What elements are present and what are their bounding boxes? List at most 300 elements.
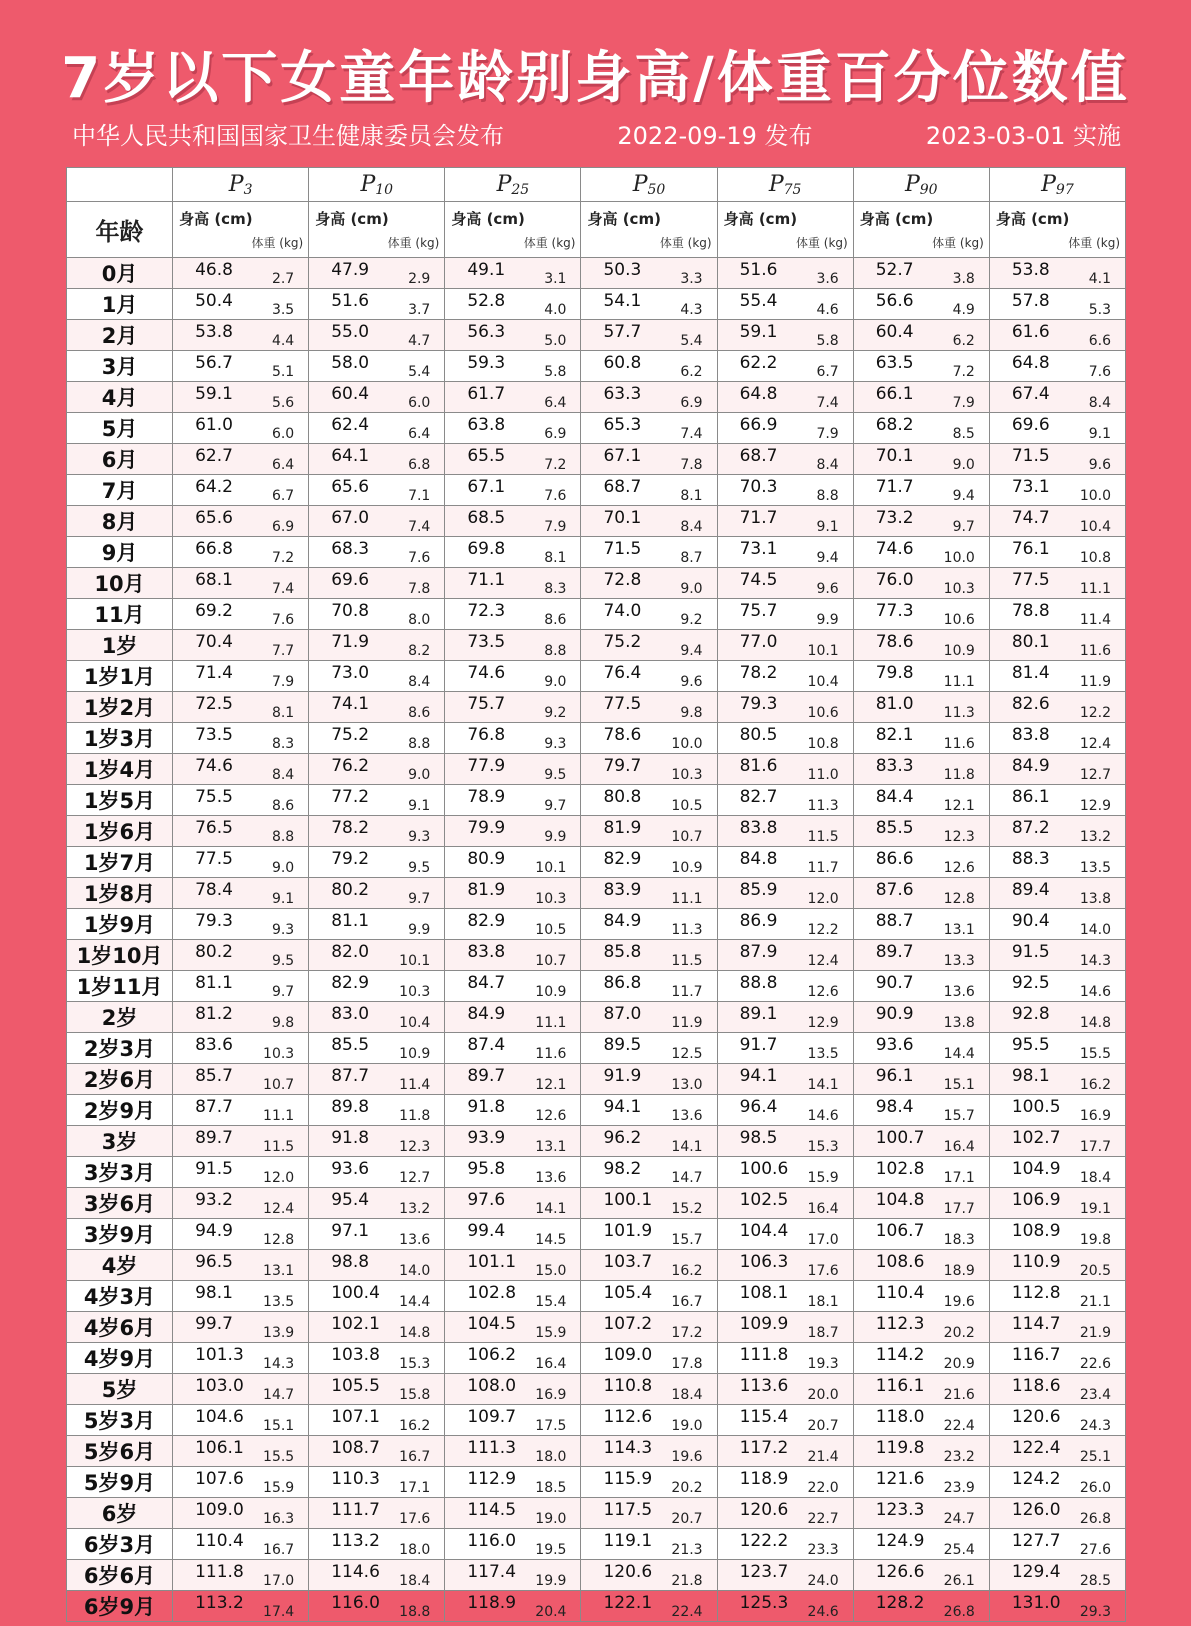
height-value: 117.4 <box>467 1562 517 1582</box>
height-value: 89.8 <box>331 1097 370 1117</box>
value-cell <box>309 785 445 816</box>
weight-value: 20.4 <box>535 1604 567 1620</box>
height-value: 131.0 <box>1011 1593 1061 1613</box>
value-cell <box>581 785 717 816</box>
table-row <box>67 1312 1126 1343</box>
height-value: 83.6 <box>195 1035 233 1055</box>
height-value: 91.7 <box>739 1035 778 1055</box>
age-column-header: 年龄 <box>67 202 173 258</box>
value-cell <box>989 537 1125 568</box>
weight-value: 6.7 <box>271 488 295 504</box>
height-value: 116.1 <box>875 1376 925 1396</box>
value-cell <box>853 289 989 320</box>
weight-value: 10.3 <box>399 984 431 1000</box>
height-value: 47.9 <box>331 260 370 280</box>
value-cell <box>853 1033 989 1064</box>
value-cell <box>717 289 853 320</box>
value-cell <box>581 1064 717 1095</box>
value-cell <box>173 878 309 909</box>
height-value: 87.7 <box>331 1066 370 1086</box>
value-cell <box>853 444 989 475</box>
value-cell <box>445 1219 581 1250</box>
percentile-number: 90 <box>919 181 938 198</box>
height-value: 75.2 <box>331 725 370 745</box>
weight-value: 7.1 <box>408 488 431 504</box>
value-cell <box>581 1095 717 1126</box>
value-cell <box>309 1033 445 1064</box>
weight-value: 7.6 <box>544 488 567 504</box>
weight-value: 8.3 <box>544 581 567 597</box>
value-cell <box>173 1343 309 1374</box>
weight-value: 12.8 <box>263 1232 295 1248</box>
value-cell <box>717 1095 853 1126</box>
value-cell <box>173 289 309 320</box>
height-value: 60.4 <box>875 322 914 342</box>
weight-value: 6.6 <box>1088 333 1111 349</box>
weight-value: 12.6 <box>535 1108 567 1124</box>
height-value: 106.2 <box>467 1345 517 1365</box>
weight-value: 28.5 <box>1079 1573 1111 1589</box>
height-value: 118.9 <box>467 1593 517 1613</box>
height-value: 61.6 <box>1011 322 1050 342</box>
table-row <box>67 1436 1126 1467</box>
height-value: 97.6 <box>467 1190 506 1210</box>
value-cell <box>173 1157 309 1188</box>
height-value: 104.6 <box>195 1407 244 1427</box>
value-cell <box>445 599 581 630</box>
value-cell <box>853 382 989 413</box>
value-cell <box>989 1095 1125 1126</box>
weight-value: 23.2 <box>943 1449 975 1465</box>
weight-value: 19.6 <box>943 1294 975 1310</box>
value-cell <box>717 1281 853 1312</box>
height-value: 70.1 <box>603 508 642 528</box>
value-cell <box>989 1498 1125 1529</box>
height-value: 75.7 <box>739 601 778 621</box>
weight-value: 15.9 <box>807 1170 839 1186</box>
height-value: 93.2 <box>195 1190 233 1210</box>
value-cell <box>717 878 853 909</box>
weight-value: 4.4 <box>271 333 295 349</box>
age-cell: 1岁2月 <box>67 692 173 723</box>
value-cell <box>853 568 989 599</box>
weight-unit-label: 体重 (kg) <box>659 236 712 250</box>
value-cell <box>309 320 445 351</box>
weight-value: 18.0 <box>399 1542 431 1558</box>
table-row <box>67 847 1126 878</box>
value-cell <box>581 1250 717 1281</box>
value-cell <box>309 661 445 692</box>
value-cell <box>309 1064 445 1095</box>
table-row <box>67 320 1126 351</box>
weight-value: 10.9 <box>535 984 567 1000</box>
height-value: 77.2 <box>331 787 370 807</box>
value-cell <box>989 1436 1125 1467</box>
height-value: 102.8 <box>467 1283 517 1303</box>
value-cell <box>853 754 989 785</box>
weight-value: 10.4 <box>1079 519 1111 535</box>
table-row <box>67 258 1126 289</box>
table-row <box>67 444 1126 475</box>
height-value: 80.1 <box>1011 632 1050 652</box>
height-value: 104.9 <box>1011 1159 1061 1179</box>
weight-value: 15.1 <box>263 1418 295 1434</box>
height-value: 117.5 <box>603 1500 653 1520</box>
height-value: 127.7 <box>1011 1531 1061 1551</box>
weight-value: 5.1 <box>271 364 295 380</box>
value-cell <box>853 1560 989 1591</box>
value-cell <box>445 661 581 692</box>
weight-value: 16.7 <box>399 1449 431 1465</box>
height-value: 68.1 <box>195 570 233 590</box>
value-cell <box>989 475 1125 506</box>
weight-value: 12.7 <box>399 1170 431 1186</box>
percentile-header-p90 <box>853 168 989 202</box>
value-cell <box>853 816 989 847</box>
value-cell <box>581 630 717 661</box>
value-cell <box>853 351 989 382</box>
age-cell: 2岁 <box>67 1002 173 1033</box>
value-cell <box>309 1002 445 1033</box>
value-cell <box>173 475 309 506</box>
weight-value: 16.2 <box>671 1263 703 1279</box>
value-cell <box>445 1467 581 1498</box>
age-cell: 1岁7月 <box>67 847 173 878</box>
weight-unit-label: 体重 (kg) <box>387 236 440 250</box>
weight-value: 9.8 <box>680 705 703 721</box>
value-cell <box>581 971 717 1002</box>
weight-value: 10.9 <box>943 643 975 659</box>
unit-header-cell <box>717 202 853 258</box>
height-unit-label: 身高 (cm) <box>995 210 1070 228</box>
height-unit-label: 身高 (cm) <box>859 210 934 228</box>
value-cell <box>853 1312 989 1343</box>
weight-value: 10.1 <box>807 643 839 659</box>
value-cell <box>173 971 309 1002</box>
weight-value: 8.4 <box>1088 395 1111 411</box>
height-value: 93.6 <box>875 1035 914 1055</box>
value-cell <box>717 1436 853 1467</box>
percentile-letter: P <box>904 171 920 197</box>
value-cell <box>309 1436 445 1467</box>
weight-value: 18.9 <box>943 1263 975 1279</box>
percentile-number: 75 <box>783 181 802 198</box>
weight-value: 3.6 <box>816 271 839 287</box>
weight-value: 26.8 <box>1079 1511 1111 1527</box>
height-value: 68.2 <box>875 415 914 435</box>
height-value: 50.3 <box>603 260 642 280</box>
height-value: 57.7 <box>603 322 642 342</box>
height-value: 92.8 <box>1011 1004 1050 1024</box>
height-value: 95.4 <box>331 1190 370 1210</box>
weight-value: 16.7 <box>671 1294 703 1310</box>
weight-value: 13.5 <box>263 1294 295 1310</box>
weight-value: 20.0 <box>807 1387 839 1403</box>
age-cell: 3岁6月 <box>67 1188 173 1219</box>
age-cell: 5岁6月 <box>67 1436 173 1467</box>
value-cell <box>989 599 1125 630</box>
height-value: 64.1 <box>331 446 370 466</box>
height-value: 90.4 <box>1011 911 1050 931</box>
weight-value: 8.4 <box>271 767 295 783</box>
value-cell <box>989 692 1125 723</box>
value-cell <box>717 537 853 568</box>
weight-value: 24.6 <box>807 1604 839 1620</box>
height-value: 71.1 <box>467 570 506 590</box>
age-cell: 0月 <box>67 258 173 289</box>
value-cell <box>309 630 445 661</box>
weight-value: 9.7 <box>544 798 567 814</box>
height-value: 56.3 <box>467 322 506 342</box>
value-cell <box>581 289 717 320</box>
weight-value: 12.9 <box>807 1015 839 1031</box>
table-row <box>67 971 1126 1002</box>
weight-value: 11.9 <box>1079 674 1111 690</box>
weight-value: 15.5 <box>263 1449 295 1465</box>
value-cell <box>581 1529 717 1560</box>
percentile-letter: P <box>632 171 648 197</box>
weight-value: 7.9 <box>544 519 567 535</box>
height-value: 53.8 <box>195 322 233 342</box>
weight-value: 13.1 <box>535 1139 567 1155</box>
value-cell <box>309 382 445 413</box>
height-value: 66.1 <box>875 384 914 404</box>
height-value: 124.9 <box>875 1531 925 1551</box>
value-cell <box>173 940 309 971</box>
height-value: 60.4 <box>331 384 370 404</box>
height-value: 62.2 <box>739 353 778 373</box>
height-value: 63.5 <box>875 353 914 373</box>
weight-value: 11.4 <box>399 1077 431 1093</box>
value-cell <box>173 1126 309 1157</box>
weight-value: 26.0 <box>1079 1480 1111 1496</box>
value-cell <box>309 1560 445 1591</box>
height-value: 72.8 <box>603 570 642 590</box>
age-cell: 3月 <box>67 351 173 382</box>
height-value: 103.0 <box>195 1376 244 1396</box>
value-cell <box>717 971 853 1002</box>
weight-value: 12.4 <box>1079 736 1111 752</box>
percentile-number: 25 <box>511 181 530 198</box>
height-value: 116.7 <box>1011 1345 1061 1365</box>
height-value: 64.2 <box>195 477 233 497</box>
value-cell <box>445 320 581 351</box>
weight-value: 11.8 <box>399 1108 431 1124</box>
height-value: 86.6 <box>875 849 914 869</box>
weight-value: 7.2 <box>271 550 295 566</box>
weight-value: 11.8 <box>943 767 975 783</box>
table-row <box>67 1405 1126 1436</box>
value-cell <box>989 1529 1125 1560</box>
height-value: 108.6 <box>875 1252 925 1272</box>
weight-value: 8.8 <box>544 643 567 659</box>
age-cell: 7月 <box>67 475 173 506</box>
value-cell <box>173 723 309 754</box>
value-cell <box>989 444 1125 475</box>
value-cell <box>309 1374 445 1405</box>
weight-value: 14.0 <box>1079 922 1111 938</box>
weight-value: 16.4 <box>943 1139 975 1155</box>
value-cell <box>989 909 1125 940</box>
weight-value: 9.0 <box>544 674 567 690</box>
table-row <box>67 816 1126 847</box>
percentile-letter: P <box>228 171 244 197</box>
height-value: 74.6 <box>195 756 233 776</box>
weight-value: 15.7 <box>943 1108 975 1124</box>
value-cell <box>445 382 581 413</box>
value-cell <box>173 1064 309 1095</box>
value-cell <box>581 320 717 351</box>
age-cell: 4岁 <box>67 1250 173 1281</box>
weight-value: 8.0 <box>408 612 431 628</box>
value-cell <box>445 1281 581 1312</box>
percentile-header-p10 <box>309 168 445 202</box>
value-cell <box>581 816 717 847</box>
weight-value: 7.7 <box>271 643 295 659</box>
value-cell <box>853 320 989 351</box>
height-value: 50.4 <box>195 291 233 311</box>
weight-value: 24.3 <box>1079 1418 1111 1434</box>
value-cell <box>717 1157 853 1188</box>
weight-value: 13.8 <box>943 1015 975 1031</box>
weight-value: 21.9 <box>1079 1325 1111 1341</box>
height-value: 75.5 <box>195 787 233 807</box>
unit-header-cell <box>173 202 309 258</box>
age-cell: 1岁3月 <box>67 723 173 754</box>
height-value: 123.3 <box>875 1500 925 1520</box>
height-value: 81.9 <box>467 880 506 900</box>
weight-value: 10.3 <box>535 891 567 907</box>
height-value: 82.1 <box>875 725 914 745</box>
weight-value: 12.6 <box>943 860 975 876</box>
table-row <box>67 692 1126 723</box>
height-value: 98.1 <box>1011 1066 1050 1086</box>
height-value: 98.8 <box>331 1252 370 1272</box>
height-value: 105.4 <box>603 1283 653 1303</box>
table-row <box>67 568 1126 599</box>
weight-value: 8.6 <box>271 798 295 814</box>
height-value: 102.5 <box>739 1190 789 1210</box>
height-value: 59.3 <box>467 353 506 373</box>
height-value: 68.5 <box>467 508 506 528</box>
weight-value: 11.4 <box>1079 612 1111 628</box>
height-value: 51.6 <box>739 260 778 280</box>
height-value: 78.2 <box>331 818 370 838</box>
value-cell <box>717 1064 853 1095</box>
weight-value: 14.4 <box>943 1046 975 1062</box>
height-value: 70.4 <box>195 632 233 652</box>
weight-value: 9.7 <box>408 891 431 907</box>
value-cell <box>853 1405 989 1436</box>
weight-value: 3.7 <box>408 302 431 318</box>
height-value: 69.2 <box>195 601 233 621</box>
value-cell <box>989 289 1125 320</box>
unit-header-cell <box>989 202 1125 258</box>
value-cell <box>853 1126 989 1157</box>
height-value: 70.1 <box>875 446 914 466</box>
value-cell <box>309 1281 445 1312</box>
weight-value: 19.8 <box>1079 1232 1111 1248</box>
height-value: 68.7 <box>603 477 642 497</box>
weight-value: 8.8 <box>271 829 295 845</box>
value-cell <box>717 1033 853 1064</box>
value-cell <box>309 599 445 630</box>
weight-value: 10.7 <box>671 829 703 845</box>
weight-value: 18.3 <box>943 1232 975 1248</box>
weight-value: 19.0 <box>535 1511 567 1527</box>
age-cell: 4岁6月 <box>67 1312 173 1343</box>
value-cell <box>717 413 853 444</box>
weight-value: 10.5 <box>535 922 567 938</box>
value-cell <box>717 1126 853 1157</box>
weight-value: 9.7 <box>952 519 975 535</box>
height-value: 81.6 <box>739 756 778 776</box>
weight-value: 13.6 <box>535 1170 567 1186</box>
height-value: 100.7 <box>875 1128 925 1148</box>
height-value: 84.9 <box>603 911 642 931</box>
weight-value: 8.1 <box>271 705 295 721</box>
weight-value: 20.2 <box>943 1325 975 1341</box>
height-value: 82.9 <box>467 911 506 931</box>
value-cell <box>445 1529 581 1560</box>
weight-value: 14.1 <box>535 1201 567 1217</box>
weight-value: 3.8 <box>952 271 975 287</box>
height-value: 83.3 <box>875 756 914 776</box>
value-cell <box>581 1467 717 1498</box>
value-cell <box>853 1157 989 1188</box>
weight-value: 8.6 <box>544 612 567 628</box>
weight-value: 14.8 <box>399 1325 431 1341</box>
weight-value: 10.7 <box>263 1077 295 1093</box>
weight-value: 17.5 <box>535 1418 567 1434</box>
value-cell <box>717 692 853 723</box>
age-cell: 2岁3月 <box>67 1033 173 1064</box>
height-value: 113.6 <box>739 1376 789 1396</box>
height-value: 79.9 <box>467 818 506 838</box>
value-cell <box>989 1002 1125 1033</box>
height-value: 87.2 <box>1011 818 1050 838</box>
weight-value: 11.6 <box>535 1046 567 1062</box>
age-cell: 1岁6月 <box>67 816 173 847</box>
value-cell <box>173 630 309 661</box>
value-cell <box>717 1312 853 1343</box>
weight-value: 12.0 <box>263 1170 295 1186</box>
weight-value: 6.4 <box>271 457 295 473</box>
value-cell <box>717 258 853 289</box>
height-value: 55.4 <box>739 291 778 311</box>
height-value: 78.6 <box>875 632 914 652</box>
height-value: 74.0 <box>603 601 642 621</box>
value-cell <box>173 1002 309 1033</box>
weight-value: 14.5 <box>535 1232 567 1248</box>
value-cell <box>445 1560 581 1591</box>
weight-value: 7.8 <box>408 581 431 597</box>
weight-value: 11.3 <box>671 922 703 938</box>
value-cell <box>445 1157 581 1188</box>
unit-header-cell <box>581 202 717 258</box>
value-cell <box>717 1529 853 1560</box>
value-cell <box>717 630 853 661</box>
height-value: 67.1 <box>467 477 506 497</box>
height-value: 84.9 <box>1011 756 1050 776</box>
value-cell <box>581 692 717 723</box>
table-row <box>67 506 1126 537</box>
value-cell <box>717 1250 853 1281</box>
weight-value: 22.4 <box>943 1418 975 1434</box>
weight-value: 7.8 <box>680 457 703 473</box>
weight-value: 8.5 <box>952 426 975 442</box>
weight-value: 10.9 <box>671 860 703 876</box>
